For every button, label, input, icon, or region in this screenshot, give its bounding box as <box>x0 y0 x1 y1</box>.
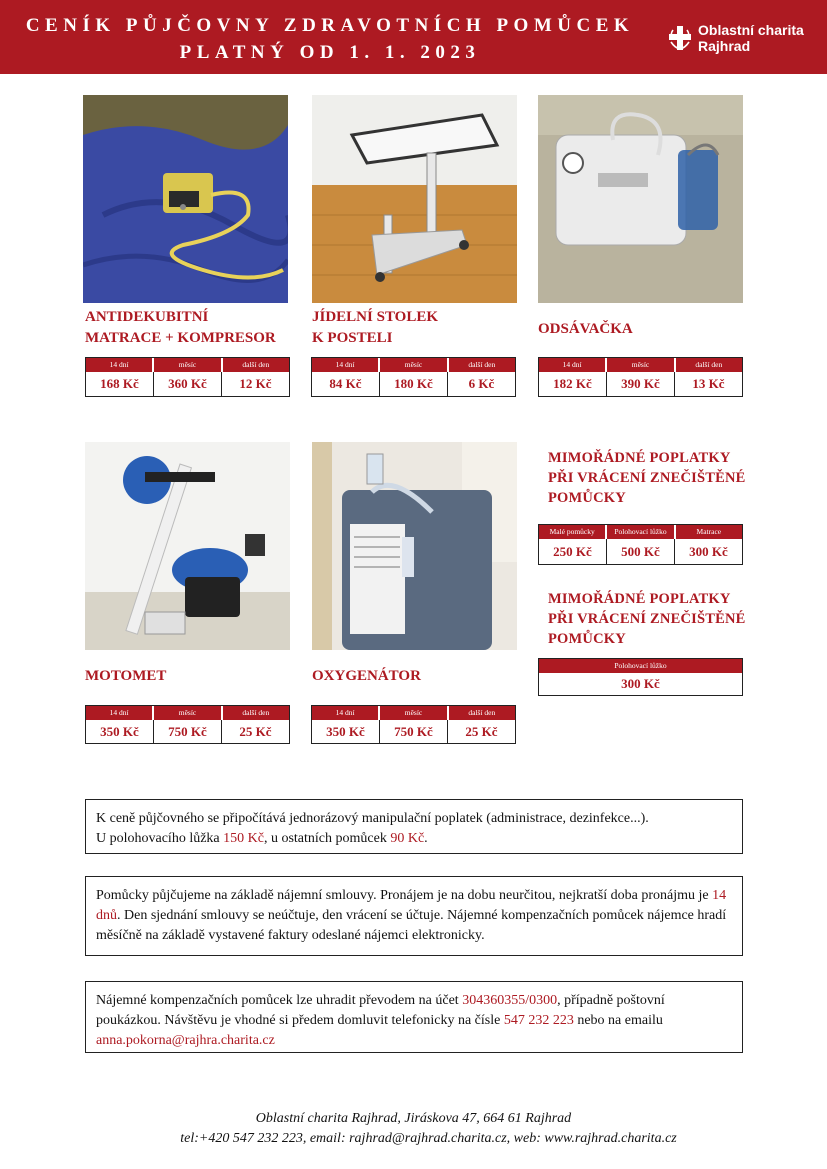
fee-mattress: 300 Kč <box>689 543 728 559</box>
extra-fees-title-1 <box>548 448 746 508</box>
header-mattress: Matrace <box>696 527 722 536</box>
price-month: 390 Kč <box>607 372 675 396</box>
fee-care-bed: 300 Kč <box>621 676 660 691</box>
footer-contacts: tel:+420 547 232 223, email: rajhrad@rajhrad.charita.cz, web: www.rajhrad.charita.cz <box>180 1131 677 1146</box>
product-name-line: K POSTELI <box>312 330 393 346</box>
oxygenator-photo <box>312 442 517 650</box>
product-name-line: OXYGENÁTOR <box>312 668 421 684</box>
header-next-day: další den <box>242 708 270 717</box>
product-name-suction-pump <box>538 319 633 340</box>
price-next-day: 12 Kč <box>239 376 272 391</box>
price-month: 750 Kč <box>380 720 448 743</box>
product-name-line: MOTOMET <box>85 668 167 684</box>
product-name-line: ANTIDEKUBITNÍ <box>85 309 209 325</box>
header-month: měsíc <box>154 358 222 372</box>
price-14-days: 350 Kč <box>86 720 154 743</box>
product-name-line: MATRACE + KOMPRESOR <box>85 330 276 346</box>
price-14-days: 350 Kč <box>312 720 380 743</box>
price-14-days: 168 Kč <box>86 372 154 396</box>
footer-address: Oblastní charita Rajhrad, Jiráskova 47, 664 61 Rajhrad <box>255 1111 572 1126</box>
extra-fees-title-2 <box>548 589 746 649</box>
fee-title-line: POMŮCKY <box>548 631 626 647</box>
logo-text <box>698 22 804 54</box>
product-name-oxygenator <box>312 666 421 687</box>
product-name-line: JÍDELNÍ STOLEK <box>312 309 439 325</box>
header-next-day: další den <box>242 360 270 369</box>
other-aids-fee: 90 Kč <box>390 831 425 846</box>
price-month: 360 Kč <box>154 372 222 396</box>
price-table-suction-pump <box>538 357 743 397</box>
product-name-line: ODSÁVAČKA <box>538 321 633 337</box>
fee-small-aids: 250 Kč <box>539 539 607 564</box>
header-month: měsíc <box>380 706 448 720</box>
header-month: měsíc <box>380 358 448 372</box>
header-care-bed: Polohovací lůžko <box>607 525 675 539</box>
header-14-days: 14 dní <box>86 358 154 372</box>
minimum-rental-period: 14 dnů <box>96 888 727 923</box>
product-name-mattress <box>85 307 276 349</box>
contact-phone: 547 232 223 <box>503 1013 574 1028</box>
footer <box>0 1109 827 1149</box>
text-span: . Den sjednání smlouvy se neúčtuje, den vrácení se účtuje. Nájemné kompenzačních pomůcek nájemce hradí měsíčně na základě vystavené faktury odeslané nájemci elektronicky. <box>96 908 727 943</box>
header-care-bed: Polohovací lůžko <box>614 661 667 670</box>
price-table-bed-table <box>311 357 516 397</box>
product-name-bed-table <box>312 307 438 349</box>
header-small-aids: Malé pomůcky <box>539 525 607 539</box>
mattress-photo <box>83 95 288 303</box>
header-next-day: další den <box>468 360 496 369</box>
price-next-day: 6 Kč <box>468 376 495 391</box>
extra-fees-table-2 <box>538 658 743 696</box>
title-line-2: PLATNÝ OD 1. 1. 2023 <box>179 42 481 63</box>
header-month: měsíc <box>607 358 675 372</box>
suction-pump-photo <box>538 95 743 303</box>
handling-fee-line-1: K ceně půjčovného se připočítává jednorázový manipulační poplatek (administrace, dezinfekce...). <box>96 811 649 826</box>
fee-title-line: PŘI VRÁCENÍ ZNEČIŠTĚNÉ <box>548 470 746 486</box>
text-span: . <box>424 831 428 846</box>
handling-fee-note <box>85 799 743 854</box>
logo-line-1: Oblastní charita <box>698 22 804 38</box>
text-span: , u ostatních pomůcek <box>263 831 391 846</box>
header-14-days: 14 dní <box>86 706 154 720</box>
header-bar <box>0 0 827 74</box>
header-next-day: další den <box>468 708 496 717</box>
price-next-day: 25 Kč <box>239 723 272 739</box>
charity-cross-icon <box>666 24 694 52</box>
price-table-oxygenator <box>311 705 516 744</box>
fee-title-line: POMŮCKY <box>548 490 626 506</box>
fee-title-line: PŘI VRÁCENÍ ZNEČIŠTĚNÉ <box>548 611 746 627</box>
payment-note <box>85 981 743 1053</box>
header-month: měsíc <box>154 706 222 720</box>
motomed-photo <box>85 442 290 650</box>
rental-contract-note <box>85 876 743 956</box>
price-table-motomed <box>85 705 290 744</box>
header-next-day: další den <box>695 360 723 369</box>
price-next-day: 25 Kč <box>465 723 498 739</box>
header-14-days: 14 dní <box>312 706 380 720</box>
price-14-days: 84 Kč <box>312 372 380 396</box>
charity-logo <box>666 22 826 56</box>
extra-fees-table-1 <box>538 524 743 565</box>
bed-table-photo <box>312 95 517 303</box>
bank-account: 304360355/0300 <box>462 993 558 1008</box>
header-14-days: 14 dní <box>312 358 380 372</box>
text-span: U polohovacího lůžka <box>96 831 224 846</box>
text-span: nebo na emailu <box>573 1013 663 1028</box>
handling-fee-line-2 <box>96 829 732 849</box>
header-14-days: 14 dní <box>539 358 607 372</box>
page-title <box>20 12 640 66</box>
care-bed-fee: 150 Kč <box>223 831 264 846</box>
price-table-mattress <box>85 357 290 397</box>
text-span: Nájemné kompenzačních pomůcek lze uhradit převodem na účet <box>96 993 463 1008</box>
price-next-day: 13 Kč <box>692 376 725 391</box>
fee-title-line: MIMOŘÁDNÉ POPLATKY <box>548 450 731 466</box>
text-span: , případně poštovní poukázkou. Návštěvu je vhodné si předem domluvit telefonicky na čísle <box>96 993 665 1028</box>
text-span: Pomůcky půjčujeme na základě nájemní smlouvy. Pronájem je na dobu neurčitou, nejkratší doba pronájmu je <box>96 888 713 903</box>
contact-email-link[interactable]: anna.pokorna@rajhra.charita.cz <box>96 1033 275 1048</box>
fee-title-line: MIMOŘÁDNÉ POPLATKY <box>548 591 731 607</box>
fee-care-bed: 500 Kč <box>607 539 675 564</box>
price-month: 180 Kč <box>380 372 448 396</box>
product-name-motomed <box>85 666 166 687</box>
price-14-days: 182 Kč <box>539 372 607 396</box>
logo-line-2: Rajhrad <box>698 38 751 54</box>
title-line-1: CENÍK PŮJČOVNY ZDRAVOTNÍCH POMŮCEK <box>25 15 635 36</box>
price-month: 750 Kč <box>154 720 222 743</box>
